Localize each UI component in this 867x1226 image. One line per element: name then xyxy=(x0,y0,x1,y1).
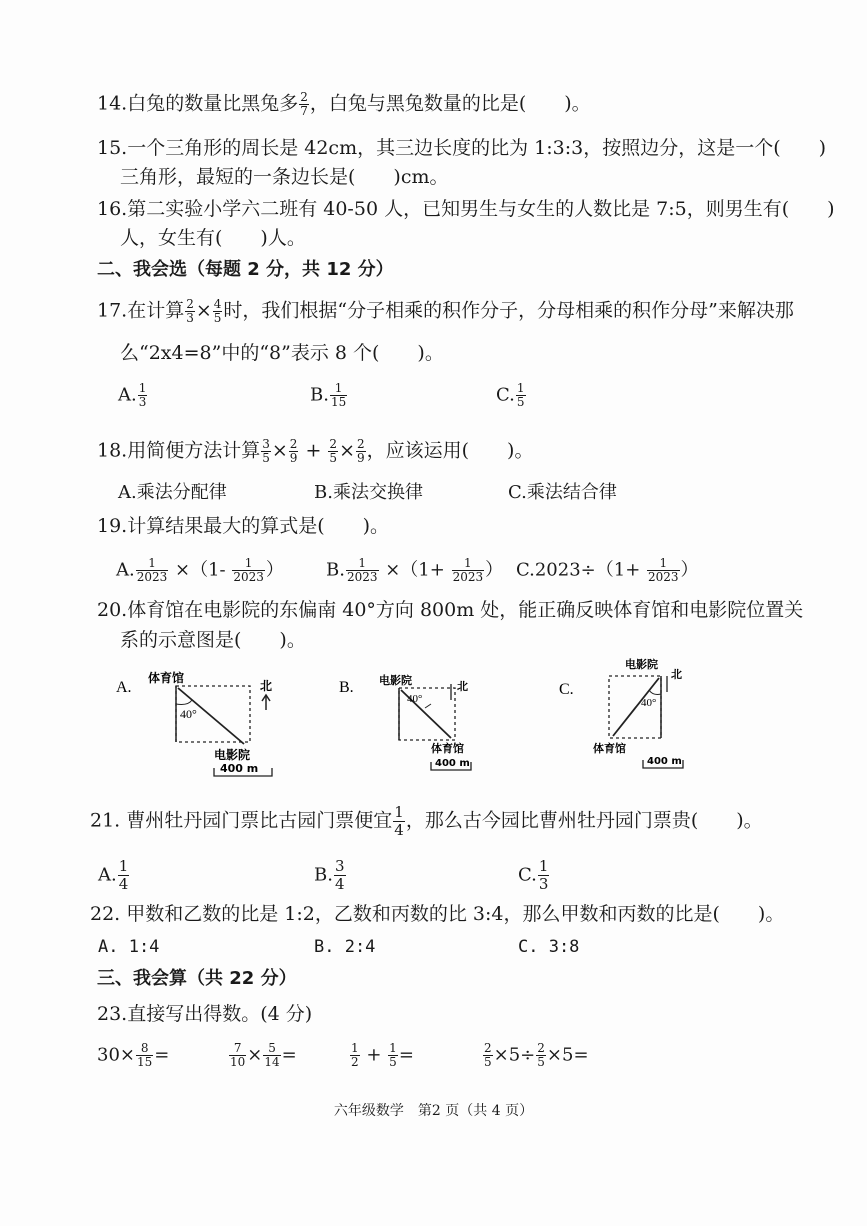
option-label: A. xyxy=(98,864,117,886)
diagram-top-place: 电影院 xyxy=(379,674,412,687)
numerator: 7 xyxy=(233,1041,242,1055)
q21-text-a: 21. 曹州牡丹园门票比古园门票便宜 xyxy=(90,809,393,832)
operator: ×5= xyxy=(546,1044,589,1066)
question-21 xyxy=(90,804,763,839)
denominator: 14 xyxy=(264,1055,280,1069)
option-fraction xyxy=(334,858,346,893)
diagram-angle: 40° xyxy=(407,693,423,705)
numerator: 2 xyxy=(186,297,194,311)
option-fraction xyxy=(346,557,379,584)
numerator: 2 xyxy=(484,1041,492,1055)
operator: + xyxy=(360,1044,388,1066)
equals-sign: = xyxy=(154,1044,170,1066)
option-fraction-2 xyxy=(232,557,265,584)
q19-option-a xyxy=(116,557,284,584)
question-15-line-1: 15.一个三角形的周长是 42cm，其三边长度的比为 1:3:3，按照边分，这是一个( ) xyxy=(97,137,827,159)
q23-expression-3 xyxy=(349,1042,414,1069)
numerator: 1 xyxy=(659,556,668,570)
q17-fraction-1 xyxy=(185,298,195,325)
numerator: 1 xyxy=(351,1041,359,1055)
denominator: 5 xyxy=(213,311,222,325)
q17-fraction-2 xyxy=(213,298,223,325)
q20-diagram-c xyxy=(555,650,705,780)
numerator: 8 xyxy=(140,1041,149,1055)
q17-option-b xyxy=(310,382,348,409)
equals-sign: = xyxy=(281,1044,297,1066)
denominator: 15 xyxy=(137,1055,153,1069)
denominator: 5 xyxy=(537,1055,545,1069)
times-sign: × xyxy=(195,299,212,322)
q18-fraction-4 xyxy=(356,438,366,465)
option-fraction xyxy=(136,557,169,584)
operator: × xyxy=(247,1044,263,1066)
numerator: 1 xyxy=(334,381,343,395)
diagram-angle: 40° xyxy=(641,697,657,709)
option-fraction-2 xyxy=(647,557,680,584)
denominator: 5 xyxy=(262,451,270,465)
question-22: 22. 甲数和乙数的比是 1:2，乙数和丙数的比 3:4，那么甲数和丙数的比是( )。 xyxy=(90,903,785,925)
denominator: 9 xyxy=(289,451,298,465)
denominator: 2023 xyxy=(233,570,264,584)
option-end: ） xyxy=(265,559,284,581)
diagram-angle-arc xyxy=(649,690,661,695)
q14-text-a: 14.白兔的数量比黑兔多 xyxy=(97,92,299,115)
expr-fraction-1 xyxy=(350,1042,360,1069)
q20-diagram-b xyxy=(335,664,495,784)
q18-option-b: B.乘法交换律 xyxy=(314,482,423,503)
numerator: 1 xyxy=(538,857,549,875)
q21-option-c xyxy=(518,858,550,893)
q18-text-b: ，应该运用( )。 xyxy=(366,439,534,462)
numerator: 1 xyxy=(148,556,156,570)
diagram-north-label: 北 xyxy=(457,680,468,693)
question-15-line-2: 三角形，最短的一条边长是( )cm。 xyxy=(120,166,449,188)
expr-fraction-2 xyxy=(263,1042,280,1069)
question-23: 23.直接写出得数。(4 分) xyxy=(97,1003,313,1025)
times-sign: × xyxy=(339,439,355,462)
q23-expression-2 xyxy=(228,1042,297,1069)
numerator: 2 xyxy=(356,437,365,451)
q14-fraction xyxy=(299,91,309,118)
q22-option-a: A. 1:4 xyxy=(98,937,160,957)
question-14 xyxy=(97,91,591,118)
numerator: 1 xyxy=(389,1041,397,1055)
diagram-top-place: 体育馆 xyxy=(148,671,185,685)
option-label: C.2023÷（1+ xyxy=(516,559,646,581)
denominator: 4 xyxy=(394,821,404,839)
q14-text-b: ，白兔与黑兔数量的比是( )。 xyxy=(309,92,591,115)
diagram-scale-label: 400 m xyxy=(435,758,470,769)
diagram-top-place: 电影院 xyxy=(625,658,658,671)
option-fraction-2 xyxy=(452,557,485,584)
option-mid: ×（1- xyxy=(169,559,232,581)
numerator: 1 xyxy=(138,381,147,395)
q18-option-a: A.乘法分配律 xyxy=(118,482,227,503)
q23-expression-1 xyxy=(97,1042,169,1069)
numerator: 3 xyxy=(334,857,345,875)
page-footer: 六年级数学 第2 页（共 4 页） xyxy=(333,1103,534,1119)
q18-fraction-3 xyxy=(328,438,338,465)
diagram-option-label: A. xyxy=(116,679,132,696)
expr-fraction-1 xyxy=(229,1042,246,1069)
q18-fraction-1 xyxy=(261,438,271,465)
q22-option-c: C. 3:8 xyxy=(518,937,580,957)
q17-text-a: 17.在计算 xyxy=(97,299,185,322)
q21-fraction xyxy=(393,804,405,839)
option-label: C. xyxy=(496,384,515,406)
diagram-bottom-place: 体育馆 xyxy=(593,742,626,755)
numerator: 5 xyxy=(268,1041,276,1055)
equals-sign: = xyxy=(398,1044,414,1066)
question-17-line-1 xyxy=(97,298,794,325)
option-label: A. xyxy=(118,384,137,406)
q18-text-a: 18.用简便方法计算 xyxy=(97,439,261,462)
option-fraction xyxy=(516,382,526,409)
q19-option-b xyxy=(326,557,503,584)
denominator: 4 xyxy=(334,875,345,893)
denominator: 5 xyxy=(516,395,525,409)
question-20-line-1: 20.体育馆在电影院的东偏南 40°方向 800m 处，能正确反映体育馆和电影院位置关 xyxy=(97,599,804,621)
numerator: 4 xyxy=(213,297,222,311)
option-label: A. xyxy=(116,559,135,581)
option-fraction xyxy=(330,382,347,409)
denominator: 5 xyxy=(389,1055,397,1069)
expr-fraction-2 xyxy=(388,1042,398,1069)
section-2-heading: 二、我会选（每题 2 分，共 12 分） xyxy=(97,259,394,280)
diagram-scale-label: 400 m xyxy=(647,756,682,767)
question-17-line-2: 么“2x4=8”中的“8”表示 8 个( )。 xyxy=(120,342,444,364)
option-label: B. xyxy=(326,559,345,581)
q21-option-a xyxy=(98,858,130,893)
q18-fraction-2 xyxy=(289,438,299,465)
question-16-line-2: 人，女生有( )人。 xyxy=(120,227,306,249)
numerator: 2 xyxy=(329,437,338,451)
expr-part: 30× xyxy=(97,1044,135,1066)
option-fraction xyxy=(118,858,130,893)
denominator: 3 xyxy=(138,395,147,409)
denominator: 5 xyxy=(329,451,338,465)
denominator: 3 xyxy=(186,311,194,325)
denominator: 2023 xyxy=(648,570,679,584)
q18-option-c: C.乘法结合律 xyxy=(508,482,617,503)
numerator: 1 xyxy=(516,381,525,395)
diagram-angle-mark xyxy=(425,704,431,708)
denominator: 7 xyxy=(300,104,308,118)
option-fraction xyxy=(538,858,550,893)
diagram-north-label: 北 xyxy=(260,679,273,693)
question-16-line-1: 16.第二实验小学六二班有 40-50 人，已知男生与女生的人数比是 7:5，则男生有( ) xyxy=(97,198,835,220)
diagram-option-label: C. xyxy=(559,681,574,698)
denominator: 2023 xyxy=(346,570,378,584)
numerator: 1 xyxy=(118,857,129,875)
q20-diagram-a xyxy=(110,664,290,784)
q17-option-a xyxy=(118,382,148,409)
option-label: B. xyxy=(314,864,333,886)
diagram-scale-label: 400 m xyxy=(220,762,259,775)
section-3-heading: 三、我会算（共 22 分） xyxy=(97,968,297,989)
option-label: B. xyxy=(310,384,329,406)
denominator: 2023 xyxy=(136,570,168,584)
q23-expression-4 xyxy=(482,1042,589,1069)
numerator: 2 xyxy=(300,90,308,104)
q19-option-c xyxy=(516,557,699,584)
numerator: 1 xyxy=(464,556,472,570)
diagram-angle: 40° xyxy=(180,707,197,721)
diagram-angle-arc xyxy=(176,700,192,705)
plus-sign: + xyxy=(299,439,328,462)
denominator: 4 xyxy=(118,875,129,893)
denominator: 2023 xyxy=(452,570,484,584)
denominator: 5 xyxy=(484,1055,492,1069)
question-19: 19.计算结果最大的算式是( )。 xyxy=(97,515,390,537)
question-18 xyxy=(97,438,533,465)
times-sign: × xyxy=(271,439,288,462)
q22-option-b: B. 2:4 xyxy=(314,937,376,957)
option-mid: ×（1+ xyxy=(379,559,451,581)
numerator: 1 xyxy=(358,556,367,570)
operator: ×5÷ xyxy=(493,1044,536,1066)
q21-option-b xyxy=(314,858,347,893)
question-20-line-2: 系的示意图是( )。 xyxy=(120,629,306,651)
denominator: 2 xyxy=(351,1055,359,1069)
denominator: 3 xyxy=(538,875,549,893)
q17-option-c xyxy=(496,382,527,409)
diagram-north-label: 北 xyxy=(671,668,682,681)
numerator: 2 xyxy=(289,437,298,451)
denominator: 9 xyxy=(356,451,365,465)
option-fraction xyxy=(138,382,148,409)
denominator: 10 xyxy=(230,1055,246,1069)
q21-text-b: ，那么古今园比曹州牡丹园门票贵( )。 xyxy=(405,809,763,832)
option-end: ） xyxy=(680,559,699,581)
numerator: 1 xyxy=(244,556,253,570)
numerator: 2 xyxy=(537,1041,545,1055)
expr-fraction xyxy=(136,1042,153,1069)
option-end: ） xyxy=(485,559,504,581)
numerator: 1 xyxy=(394,803,404,821)
option-label: C. xyxy=(518,864,537,886)
diagram-bottom-place: 电影院 xyxy=(214,748,251,762)
expr-fraction-2 xyxy=(536,1042,546,1069)
q17-text-b: 时，我们根据“分子相乘的积作分子，分母相乘的积作分母”来解决那 xyxy=(223,299,794,322)
numerator: 3 xyxy=(262,437,270,451)
denominator: 15 xyxy=(330,395,347,409)
diagram-bottom-place: 体育馆 xyxy=(431,742,464,755)
expr-fraction-1 xyxy=(483,1042,493,1069)
diagram-option-label: B. xyxy=(339,679,354,696)
